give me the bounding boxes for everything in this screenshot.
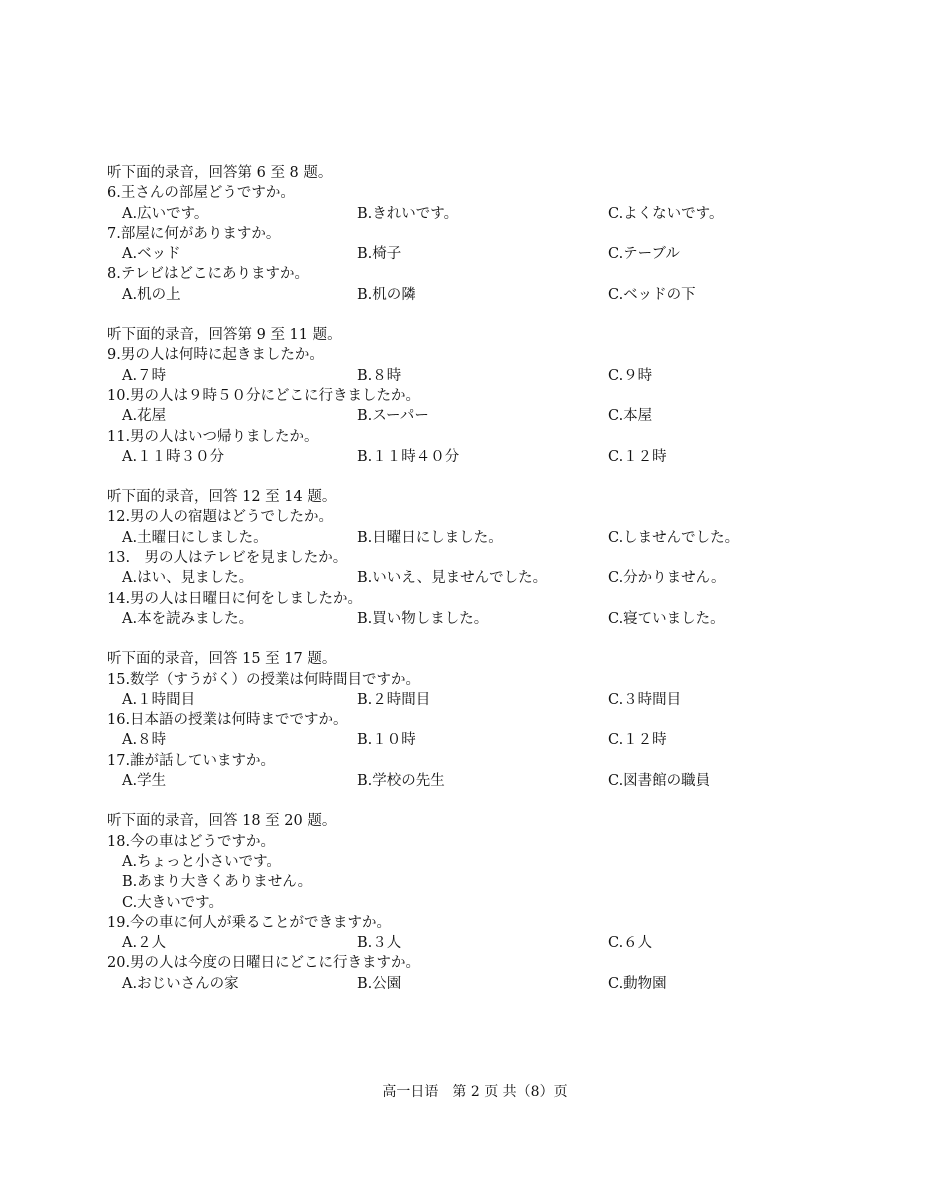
option-row — [107, 609, 907, 629]
option-a: A.広いです。 — [122, 205, 209, 222]
listening-section — [107, 325, 907, 467]
option-a: A.１時間目 — [122, 691, 196, 708]
option-a: A.おじいさんの家 — [122, 975, 239, 992]
option-b: B.日曜日にしました。 — [357, 529, 503, 546]
option-c: C.しませんでした。 — [608, 529, 740, 546]
option-c: C.１２時 — [608, 448, 667, 465]
option-a: A.８時 — [122, 732, 167, 749]
option-b: B.あまり大きくありません。 — [122, 874, 313, 891]
question-text: 20.男の人は今度の日曜日にどこに行きますか。 — [107, 955, 421, 972]
question-text: 6.王さんの部屋どうですか。 — [107, 185, 295, 202]
option-b: B.８時 — [357, 367, 402, 384]
question-text: 19.今の車に何人が乗ることができますか。 — [107, 914, 392, 931]
page-footer: 高一日语 第 2 页 共（8）页 — [382, 1084, 568, 1100]
option-row — [107, 366, 907, 386]
question-text: 10.男の人は９時５０分にどこに行きましたか。 — [107, 387, 421, 404]
section-heading: 听下面的录音，回答第 9 至 11 题。 — [107, 327, 342, 344]
question-text: 9.男の人は何時に起きましたか。 — [107, 347, 324, 364]
option-b: B.椅子 — [357, 246, 402, 263]
listening-section — [107, 811, 907, 994]
option-row — [107, 447, 907, 467]
option-c: C.９時 — [608, 367, 653, 384]
option-a: A.７時 — [122, 367, 167, 384]
option-c: C.ベッドの下 — [608, 286, 696, 303]
option-row — [107, 690, 907, 710]
option-c: C.６人 — [608, 935, 653, 952]
option-a: A.学生 — [122, 773, 167, 790]
option-row — [107, 244, 907, 264]
listening-section — [107, 487, 907, 629]
section-heading: 听下面的录音，回答 12 至 14 题。 — [107, 489, 337, 506]
question-text: 18.今の車はどうですか。 — [107, 833, 276, 850]
option-b: B.机の隣 — [357, 286, 416, 303]
option-c: C.よくないです。 — [608, 205, 724, 222]
option-c: C.３時間目 — [608, 691, 682, 708]
option-b: B.学校の先生 — [357, 773, 445, 790]
option-a: A.ベッド — [122, 246, 181, 263]
option-a: A.１１時３０分 — [122, 448, 225, 465]
option-b: B.買い物しました。 — [357, 610, 489, 627]
exam-content — [107, 163, 907, 994]
option-a: A.花屋 — [122, 408, 167, 425]
option-a: A.ちょっと小さいです。 — [122, 853, 281, 870]
option-a: A.土曜日にしました。 — [122, 529, 268, 546]
option-row — [107, 568, 907, 588]
option-c: C.図書館の職員 — [608, 773, 711, 790]
section-heading: 听下面的录音，回答第 6 至 8 题。 — [107, 165, 333, 181]
option-b: B.公園 — [357, 975, 402, 992]
option-row — [107, 933, 907, 953]
option-a: A.はい、見ました。 — [122, 570, 254, 587]
option-a: A.机の上 — [122, 286, 181, 303]
question-text: 12.男の人の宿題はどうでしたか。 — [107, 509, 334, 526]
option-b: B.いいえ、見ませんでした。 — [357, 570, 548, 587]
question-text: 14.男の人は日曜日に何をしましたか。 — [107, 590, 363, 607]
section-heading: 听下面的录音，回答 18 至 20 题。 — [107, 813, 337, 830]
option-row — [107, 771, 907, 791]
option-row — [107, 285, 907, 305]
option-c: C.分かりません。 — [608, 570, 726, 587]
question-text: 16.日本語の授業は何時までですか。 — [107, 712, 348, 729]
option-b: B.３人 — [357, 935, 402, 952]
listening-section — [107, 163, 907, 305]
option-row — [107, 974, 907, 994]
option-b: B.２時間目 — [357, 691, 431, 708]
option-c: C.テーブル — [608, 246, 680, 263]
question-text: 7.部屋に何がありますか。 — [107, 225, 281, 242]
listening-section — [107, 649, 907, 791]
option-c: C.本屋 — [608, 408, 653, 425]
option-row — [107, 204, 907, 224]
option-row — [107, 528, 907, 548]
option-c: C.１２時 — [608, 732, 667, 749]
option-row — [107, 406, 907, 426]
option-a: A.２人 — [122, 935, 167, 952]
question-text: 15.数学（すうがく）の授業は何時間目ですか。 — [107, 671, 421, 688]
option-a: A.本を読みました。 — [122, 610, 254, 627]
option-b: B.スーパー — [357, 408, 429, 425]
option-c: C.動物園 — [608, 975, 667, 992]
option-row — [107, 730, 907, 750]
option-c: C.寝ていました。 — [608, 610, 725, 627]
option-b: B.１０時 — [357, 732, 416, 749]
question-text: 13. 男の人はテレビを見ましたか。 — [107, 550, 348, 567]
section-heading: 听下面的录音，回答 15 至 17 题。 — [107, 651, 337, 668]
option-b: B.１１時４０分 — [357, 448, 460, 465]
question-text: 8.テレビはどこにありますか。 — [107, 266, 310, 283]
option-b: B.きれいです。 — [357, 205, 459, 222]
option-c: C.大きいです。 — [122, 894, 224, 911]
question-text: 11.男の人はいつ帰りましたか。 — [107, 428, 319, 445]
question-text: 17.誰が話していますか。 — [107, 752, 276, 769]
